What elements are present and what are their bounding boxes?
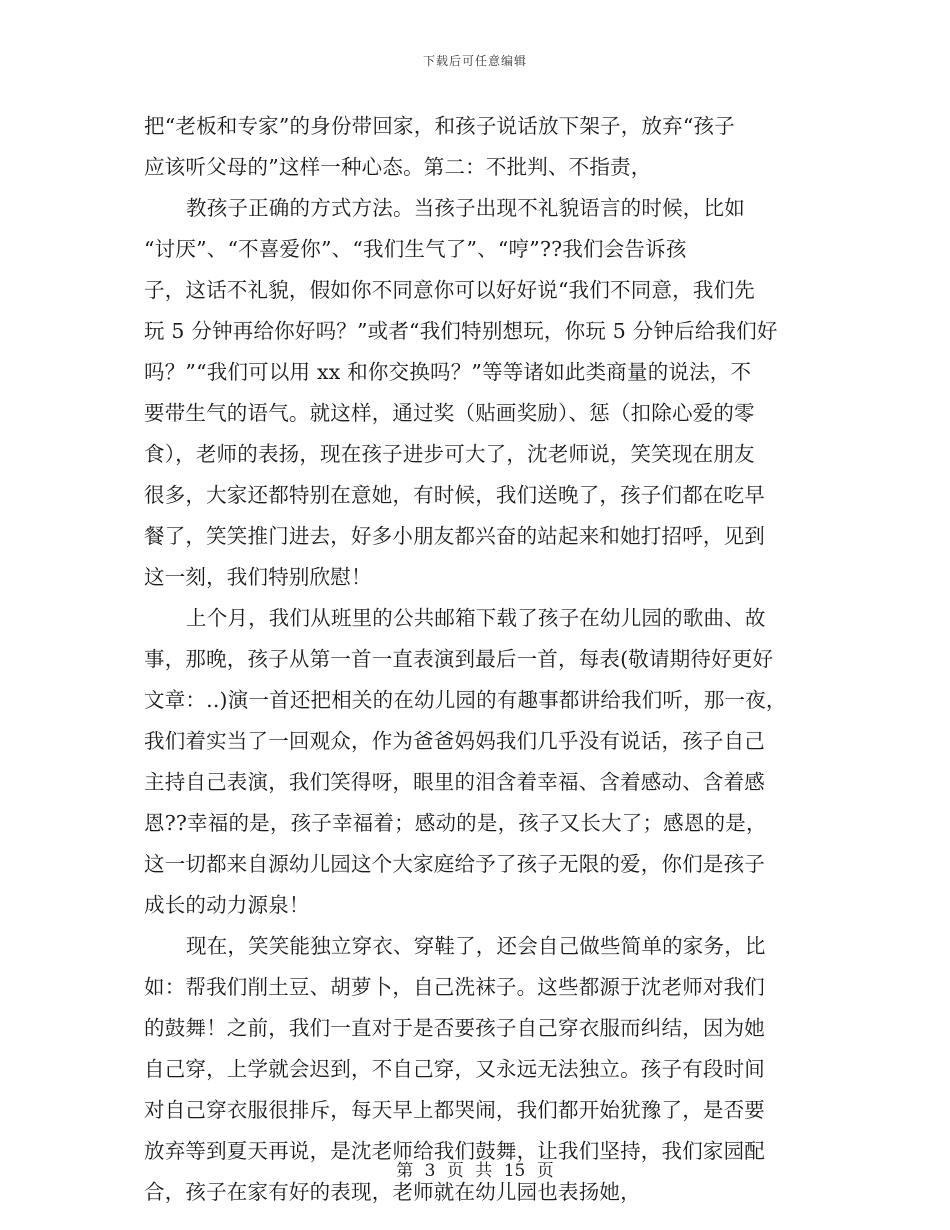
text-line: 事，那晚，孩子从第一首一直表演到最后一首，每表(敬请期待好更好 [144,647,774,671]
text-line: 自己穿，上学就会迟到，不自己穿，又永远无法独立。孩子有段时间 [144,1057,765,1081]
text-line: 主持自己表演，我们笑得呀，眼里的泪含着幸福、含着感动、含着感 [144,770,765,794]
text-line: 对自己穿衣服很排斥，每天早上都哭闹，我们都开始犹豫了，是否要 [144,1098,765,1122]
text-line: 食），老师的表扬，现在孩子进步可大了，沈老师说，笑笑现在朋友 [144,442,755,466]
text-line: 吗？”“我们可以用 xx 和你交换吗？”等等诸如此类商量的说法，不 [144,360,752,384]
page-footer: 第 3 页 共 15 页 [396,1161,554,1181]
text-line: 放弃等到夏天再说，是沈老师给我们鼓舞，让我们坚持，我们家园配 [144,1139,765,1163]
text-line: 我们着实当了一回观众，作为爸爸妈妈我们几乎没有说话，孩子自己 [144,729,765,753]
text-line: 合，孩子在家有好的表现，老师就在幼儿园也表扬她， [144,1180,641,1204]
paragraph-start-line: 现在，笑笑能独立穿衣、穿鞋了，还会自己做些简单的家务，比 [186,934,766,958]
text-line: 很多，大家还都特别在意她，有时候，我们送晚了，孩子们都在吃早 [144,483,765,507]
text-line: 应该听父母的”这样一种心态。第二：不批判、不指责， [144,155,652,179]
paragraph-start-line: 上个月，我们从班里的公共邮箱下载了孩子在幼儿园的歌曲、故 [186,606,766,630]
text-line: 成长的动力源泉！ [144,893,310,917]
text-line: 餐了，笑笑推门进去，好多小朋友都兴奋的站起来和她打招呼，见到 [144,524,765,548]
text-line: 把“老板和专家”的身份带回家，和孩子说话放下架子，放弃“孩子 [144,114,735,138]
text-line: 这一切都来自源幼儿园这个大家庭给予了孩子无限的爱，你们是孩子 [144,852,765,876]
text-line: 文章：..)演一首还把相关的在幼儿园的有趣事都讲给我们听，那一夜， [144,688,787,712]
paragraph-start-line: 教孩子正确的方式方法。当孩子出现不礼貌语言的时候，比如 [186,196,745,220]
document-body [144,106,812,1213]
text-line: 恩??幸福的是，孩子幸福着；感动的是，孩子又长大了；感恩的是， [144,811,767,835]
text-line: 如：帮我们削土豆、胡萝卜，自己洗袜子。这些都源于沈老师对我们 [144,975,765,999]
text-line: 子，这话不礼貌，假如你不同意你可以好好说“我们不同意，我们先 [144,278,755,302]
text-line: 玩 5 分钟再给你好吗？”或者“我们特别想玩，你玩 5 分钟后给我们好 [144,319,778,343]
text-line: 这一刻，我们特别欣慰！ [144,565,372,589]
text-line: 要带生气的语气。就这样，通过奖（贴画奖励）、惩（扣除心爱的零 [144,401,755,425]
text-line: 的鼓舞！之前，我们一直对于是否要孩子自己穿衣服而纠结，因为她 [144,1016,765,1040]
text-line: “讨厌”、“不喜爱你”、“我们生气了”、“哼”??我们会告诉孩 [144,237,687,261]
page-header: 下载后可任意编辑 [422,54,527,68]
